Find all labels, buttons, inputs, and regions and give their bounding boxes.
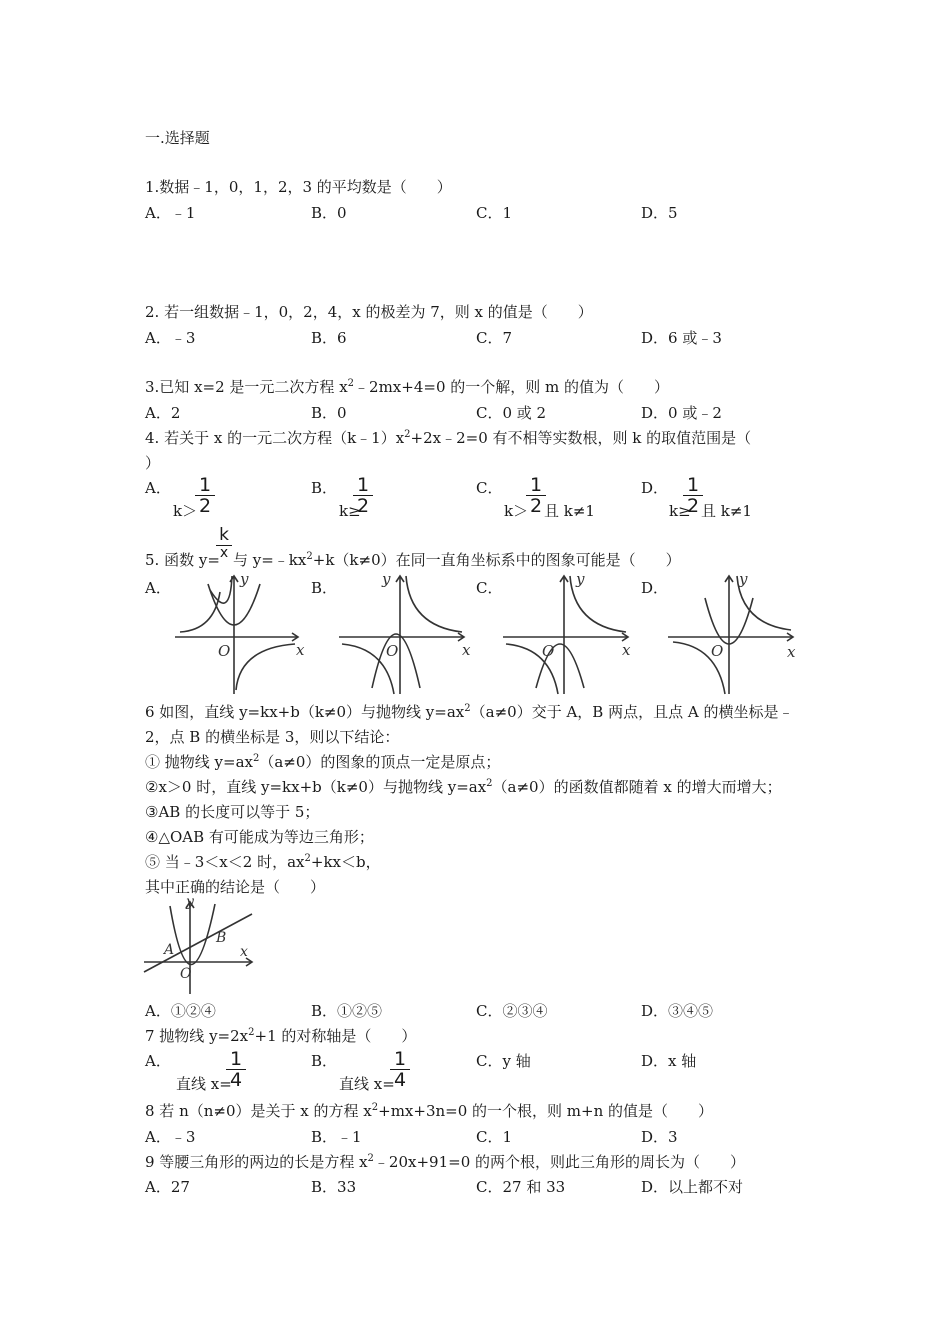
q6-ask: 其中正确的结论是（ ）: [145, 878, 326, 896]
q4-option-d-text: k≥: [669, 502, 691, 520]
q6-statement-5: ⑤ 当﹣3＜x＜2 时，$ax^2+kx<b$，: [145, 853, 381, 871]
q5-graph-c: [500, 570, 640, 695]
q4-option-c-text: k＞: [504, 502, 529, 520]
q4-d-fraction: 1 2: [681, 475, 705, 516]
q7-option-b[interactable]: B．: [311, 1052, 338, 1070]
q7-stem: 7 抛物线 $y=2x^2+1$ 的对称轴是（ ）: [145, 1027, 417, 1045]
q7-option-d[interactable]: D．x 轴: [641, 1052, 697, 1070]
q4-b-fraction: 1 2: [351, 475, 375, 516]
svg-text:y: y: [186, 894, 194, 910]
svg-text:x: x: [787, 643, 796, 661]
q2-option-b[interactable]: B．6: [311, 329, 347, 347]
svg-text:x: x: [622, 641, 631, 659]
q3-option-a[interactable]: A．2: [145, 404, 181, 422]
q4-a-fraction: 1 2: [193, 475, 217, 516]
svg-text:x: x: [462, 641, 471, 659]
q9-option-b[interactable]: B．33: [311, 1178, 357, 1196]
q5-fraction: k x: [214, 525, 234, 560]
q2-option-a[interactable]: A．﹣3: [145, 329, 196, 347]
q8-stem: 8 若 n（n≠0）是关于 x 的方程 $x^2+mx+3n=0$ 的一个根，则 m+n 的值是（ ）: [145, 1102, 714, 1120]
q4-stem-cont: ）: [145, 454, 161, 472]
q6-statement-1: ① 抛物线 $y=ax^2(a\ne 0)$的图象的顶点一定是原点；: [145, 753, 501, 771]
q9-option-c[interactable]: C．27 和 33: [476, 1178, 566, 1196]
q7-b-fraction: 1 4: [388, 1049, 412, 1090]
q3-option-d[interactable]: D．0 或﹣2: [641, 404, 722, 422]
q4-option-a-text: k＞: [173, 502, 198, 520]
svg-text:y: y: [576, 570, 585, 588]
q7-option-a-text: 直线 x=: [176, 1075, 232, 1093]
svg-text:O: O: [711, 642, 724, 660]
q4-option-b-text: k≥: [339, 502, 361, 520]
q2-option-c[interactable]: C．7: [476, 329, 513, 347]
q5-option-a[interactable]: A．: [145, 579, 171, 597]
q5-stem: 与 $y=﹣kx^2+k(k\ne 0)$在同一直角坐标系中的图象可能是（ ）: [233, 551, 681, 569]
q3-option-c[interactable]: C．0 或 2: [476, 404, 547, 422]
q4-option-d-cond: 且 k≠1: [701, 502, 752, 520]
q6-statement-4: ④△OAB 有可能成为等边三角形；: [145, 828, 374, 846]
q1-stem: 1.数据﹣1，0，1，2，3 的平均数是（ ）: [145, 178, 452, 196]
q6-stem-line1: 6 如图，直线 y=kx+b（k≠0）与抛物线 $y=ax^2(a\ne 0)$交于 A，B 两点，且点 A 的横坐标是﹣: [145, 703, 794, 721]
q9-option-d[interactable]: D．以上都不对: [641, 1178, 744, 1196]
q1-option-d[interactable]: D．5: [641, 204, 678, 222]
q5-option-c[interactable]: C．: [476, 579, 503, 597]
svg-text:O: O: [542, 642, 555, 660]
q8-option-c[interactable]: C．1: [476, 1128, 513, 1146]
q4-option-c-cond: 且 k≠1: [544, 502, 595, 520]
q6-option-d[interactable]: D．③④⑤: [641, 1002, 714, 1020]
q8-option-d[interactable]: D．3: [641, 1128, 678, 1146]
svg-text:y: y: [739, 570, 748, 588]
q1-option-b[interactable]: B．0: [311, 204, 347, 222]
q4-option-b[interactable]: B．: [311, 479, 338, 497]
q9-stem: 9 等腰三角形的两边的长是方程 $x^2﹣20x+91=0$ 的两个根，则此三角形的周长为（ ）: [145, 1153, 746, 1171]
svg-text:y: y: [240, 570, 249, 588]
q7-option-b-text: 直线 x=: [339, 1075, 395, 1093]
q4-c-fraction: 1 2: [524, 475, 548, 516]
q8-option-a[interactable]: A．﹣3: [145, 1128, 196, 1146]
svg-text:A: A: [164, 942, 175, 958]
q2-stem: 2. 若一组数据﹣1，0，2，4，x 的极差为 7，则 x 的值是（ ）: [145, 303, 593, 321]
q4-stem: 4. 若关于 x 的一元二次方程$(k﹣1)x^2+2x﹣2=0$ 有不相等实数根，则 k 的取值范围是（: [145, 429, 752, 447]
svg-text:B: B: [216, 930, 227, 946]
q4-option-c[interactable]: C．: [476, 479, 503, 497]
svg-text:y: y: [382, 570, 391, 588]
q5-option-d[interactable]: D．: [641, 579, 669, 597]
q9-option-a[interactable]: A．27: [145, 1178, 190, 1196]
q6-statement-3: ③AB 的长度可以等于 5；: [145, 803, 320, 821]
q5-graph-a: [170, 570, 310, 695]
q2-option-d[interactable]: D．6 或﹣3: [641, 329, 722, 347]
q7-option-a[interactable]: A．: [145, 1052, 171, 1070]
q6-option-c[interactable]: C．②③④: [476, 1002, 548, 1020]
q5-graph-b: [336, 570, 476, 695]
section-title: 一.选择题: [145, 129, 210, 147]
q7-option-c[interactable]: C．y 轴: [476, 1052, 531, 1070]
q4-option-d[interactable]: D．: [641, 479, 669, 497]
svg-text:x: x: [296, 641, 305, 659]
q6-figure: [140, 892, 260, 997]
q1-option-c[interactable]: C．1: [476, 204, 513, 222]
q6-stem-line2: 2，点 B 的横坐标是 3，则以下结论：: [145, 728, 400, 746]
q3-stem: 3.已知 x=2 是一元二次方程 $x^2﹣2mx+4=0$ 的一个解，则 m 的值为（ ）: [145, 378, 670, 396]
q7-a-fraction: 1 4: [224, 1049, 248, 1090]
q5-stem-pre: 5. 函数 y=: [145, 551, 220, 569]
q8-option-b[interactable]: B．﹣1: [311, 1128, 362, 1146]
svg-text:x: x: [240, 944, 248, 960]
q1-option-a[interactable]: A．﹣1: [145, 204, 196, 222]
q6-option-a[interactable]: A．①②④: [145, 1002, 216, 1020]
q5-option-b[interactable]: B．: [311, 579, 338, 597]
svg-text:O: O: [180, 966, 192, 982]
svg-text:O: O: [218, 642, 231, 660]
q3-option-b[interactable]: B．0: [311, 404, 347, 422]
q5-graph-d: [665, 570, 805, 695]
svg-text:O: O: [386, 642, 399, 660]
q6-statement-2: ②x＞0 时，直线 y=kx+b（k≠0）与抛物线 $y=ax^2(a\ne 0)$的函数值都随着 x 的增大而增大；: [145, 778, 782, 796]
q6-option-b[interactable]: B．①②⑤: [311, 1002, 383, 1020]
q4-option-a[interactable]: A．: [145, 479, 171, 497]
